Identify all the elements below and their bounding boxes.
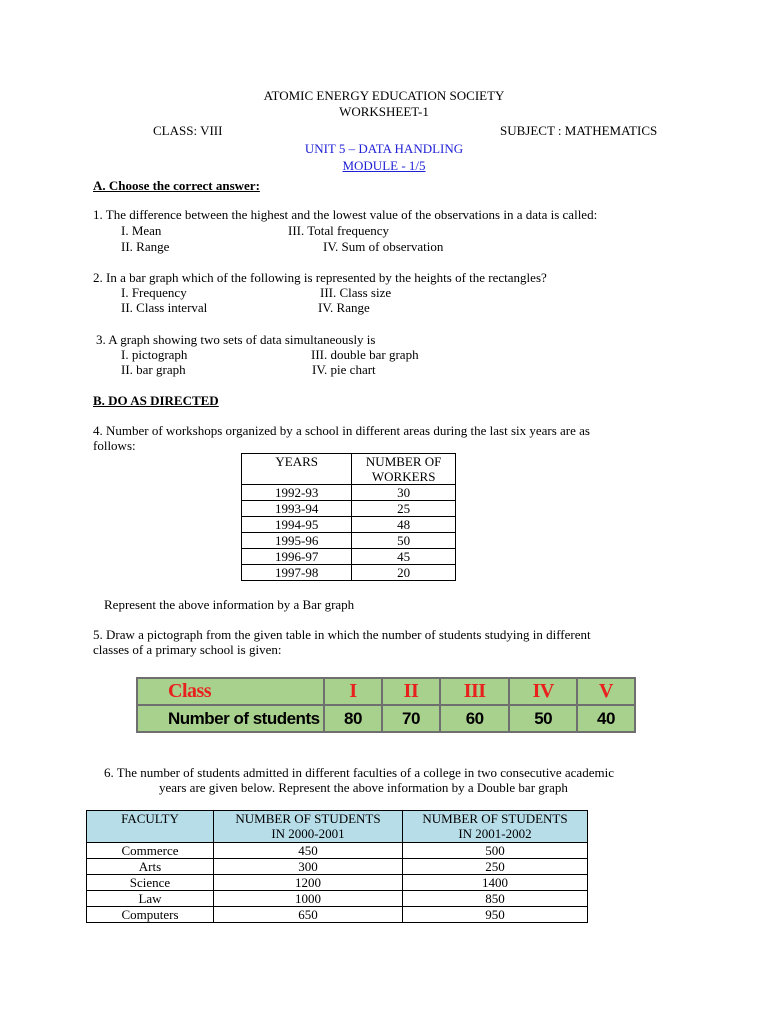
question-4-line-1: 4. Number of workshops organized by a school in different areas during the last six years are as (93, 423, 590, 438)
module-title: MODULE - 1/5 (342, 158, 426, 173)
q3-option-3: III. double bar graph (311, 347, 419, 362)
q3-option-2: II. bar graph (121, 362, 186, 377)
students-cell: 60 (440, 705, 509, 732)
faculty-cell: Computers (87, 907, 214, 923)
students-cell: 50 (509, 705, 577, 732)
q1-option-3: III. Total frequency (288, 223, 389, 238)
year-cell: 1992-93 (242, 485, 352, 501)
question-4-instruction: Represent the above information by a Bar graph (104, 597, 355, 612)
value-cell: 50 (352, 533, 456, 549)
org-title: ATOMIC ENERGY EDUCATION SOCIETY (263, 88, 505, 103)
table-row (242, 517, 456, 533)
q2-option-4: IV. Range (318, 300, 370, 315)
q2-option-2: II. Class interval (121, 300, 208, 315)
faculty-cell: Science (87, 875, 214, 891)
q2-option-3: III. Class size (320, 285, 392, 300)
q1-option-2: II. Range (121, 239, 170, 254)
value-cell: 1200 (214, 875, 403, 891)
class-cell: IV (509, 678, 577, 705)
faculty-cell: Arts (87, 859, 214, 875)
workshops-table (241, 453, 456, 581)
question-5-line-1: 5. Draw a pictograph from the given table in which the number of students studying in different (93, 627, 591, 642)
students-label-cell: Number of students (137, 705, 324, 732)
value-cell: 20 (352, 565, 456, 581)
value-cell: 850 (403, 891, 588, 907)
value-cell: 48 (352, 517, 456, 533)
year-cell: 1994-95 (242, 517, 352, 533)
table-header-row (87, 811, 588, 843)
students-cell: 40 (577, 705, 635, 732)
table-row (87, 875, 588, 891)
class-row (137, 678, 635, 705)
table-row (242, 485, 456, 501)
header-faculty: FACULTY (87, 811, 214, 843)
q3-option-4: IV. pie chart (312, 362, 376, 377)
table-row (87, 907, 588, 923)
table-row (87, 891, 588, 907)
value-cell: 250 (403, 859, 588, 875)
header-line-2: IN 2001-2002 (458, 826, 532, 841)
header-line-1: NUMBER OF STUDENTS (235, 811, 381, 826)
students-cell: 70 (382, 705, 440, 732)
table-row (242, 501, 456, 517)
class-cell: II (382, 678, 440, 705)
question-6-line-2: years are given below. Represent the above information by a Double bar graph (159, 780, 568, 795)
faculty-cell: Law (87, 891, 214, 907)
header-line-1: NUMBER OF STUDENTS (422, 811, 568, 826)
value-cell: 650 (214, 907, 403, 923)
subject-label: SUBJECT : MATHEMATICS (500, 123, 658, 138)
class-cell: I (324, 678, 382, 705)
table-row (242, 533, 456, 549)
header-line-1: NUMBER OF (365, 454, 442, 469)
students-class-table (136, 677, 636, 733)
value-cell: 1400 (403, 875, 588, 891)
table-row (242, 565, 456, 581)
class-cell: V (577, 678, 635, 705)
question-1: 1. The difference between the highest and the lowest value of the observations in a data is called: (93, 207, 598, 222)
header-number-of-workers (352, 454, 456, 485)
faculty-cell: Commerce (87, 843, 214, 859)
value-cell: 300 (214, 859, 403, 875)
students-cell: 80 (324, 705, 382, 732)
question-6-line-1: 6. The number of students admitted in different faculties of a college in two consecutive academic (104, 765, 614, 780)
year-cell: 1995-96 (242, 533, 352, 549)
section-b-title: B. DO AS DIRECTED (93, 393, 219, 408)
value-cell: 45 (352, 549, 456, 565)
students-row (137, 705, 635, 732)
value-cell: 1000 (214, 891, 403, 907)
question-2: 2. In a bar graph which of the following is represented by the heights of the rectangles? (93, 270, 547, 285)
header-2001-2002 (403, 811, 588, 843)
question-5-line-2: classes of a primary school is given: (93, 642, 282, 657)
unit-title: UNIT 5 – DATA HANDLING (304, 141, 464, 156)
value-cell: 450 (214, 843, 403, 859)
q1-option-1: I. Mean (121, 223, 162, 238)
question-3: 3. A graph showing two sets of data simultaneously is (96, 332, 376, 347)
class-label: CLASS: VIII (153, 123, 223, 138)
table-row (87, 859, 588, 875)
q3-option-1: I. pictograph (121, 347, 188, 362)
section-a-title: A. Choose the correct answer: (93, 178, 260, 193)
value-cell: 950 (403, 907, 588, 923)
table-header-row (242, 454, 456, 485)
year-cell: 1993-94 (242, 501, 352, 517)
worksheet-title: WORKSHEET-1 (339, 104, 429, 119)
q2-option-1: I. Frequency (121, 285, 187, 300)
value-cell: 30 (352, 485, 456, 501)
class-label-cell: Class (137, 678, 324, 705)
q1-option-4: IV. Sum of observation (323, 239, 444, 254)
header-line-2: WORKERS (371, 469, 436, 484)
header-line-2: IN 2000-2001 (271, 826, 345, 841)
question-4-line-2: follows: (93, 438, 136, 453)
class-cell: III (440, 678, 509, 705)
value-cell: 25 (352, 501, 456, 517)
faculty-admissions-table (86, 810, 588, 923)
table-row (87, 843, 588, 859)
value-cell: 500 (403, 843, 588, 859)
table-row (242, 549, 456, 565)
header-years: YEARS (242, 454, 352, 485)
year-cell: 1997-98 (242, 565, 352, 581)
header-2000-2001 (214, 811, 403, 843)
year-cell: 1996-97 (242, 549, 352, 565)
